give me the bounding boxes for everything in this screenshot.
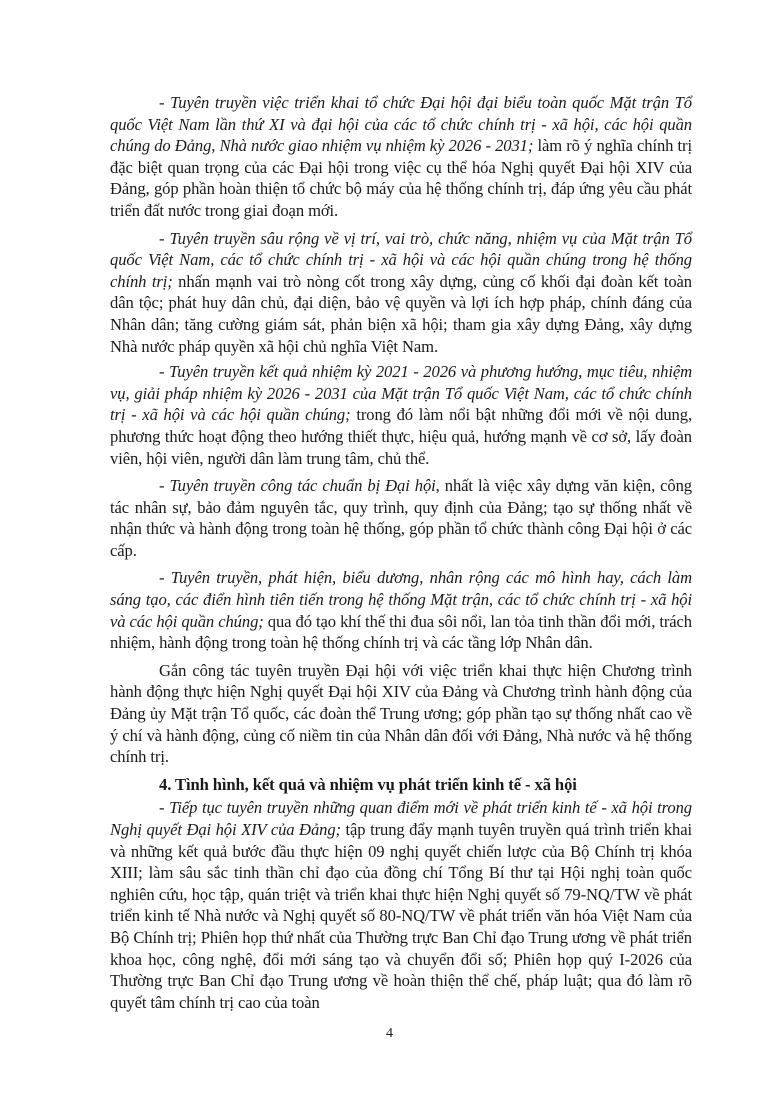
- page-number: 4: [386, 1026, 393, 1041]
- paragraph-congress-preparation: [110, 475, 692, 561]
- paragraph-lead-italic: - Tuyên truyền công tác chuẩn bị Đại hội,: [159, 476, 440, 496]
- paragraph-lead-italic: - Tuyên truyền, phát hiện, biểu dương, nhân rộng các mô hình hay, cách làm sáng tạo, các điển hình tiên tiến trong hệ thống Mặt trận, các tổ chức chính trị - xã hội và các hội quần chúng;: [110, 568, 692, 631]
- paragraph-text: qua đó tạo khí thế thi đua sôi nổi, lan tỏa tinh thần đổi mới, trách nhiệm, hành động trong toàn hệ thống chính trị và các tầng lớp Nhân dân.: [110, 611, 692, 653]
- paragraph-lead-italic: - Tuyên truyền sâu rộng về vị trí, vai trò, chức năng, nhiệm vụ của Mặt trận Tổ quốc Việt Nam, các tổ chức chính trị - xã hội và các hội quần chúng trong hệ thống chính trị;: [110, 228, 692, 291]
- paragraph-model-examples: [110, 567, 692, 653]
- paragraph-text: làm rõ ý nghĩa chính trị đặc biệt quan trọng của các Đại hội trong việc cụ thể hóa Nghị quyết Đại hội XIV của Đảng, góp phần hoàn thiện tổ chức bộ máy của hệ thống chính trị, đáp ứng yêu cầu phát triển đất nước trong giai đoạn mới.: [110, 136, 692, 220]
- paragraph-action-program: [110, 660, 692, 768]
- paragraph-text: nhất là việc xây dựng văn kiện, công tác nhân sự, bảo đảm nguyên tắc, quy trình, quy định của Đảng; tạo sự thống nhất về nhận thức và hành động trong toàn hệ thống, góp phần tổ chức thành công Đại hội ở các cấp.: [110, 476, 692, 560]
- paragraph-term-results: [110, 361, 692, 469]
- paragraph-text: nhấn mạnh vai trò nòng cốt trong xây dựng, củng cố khối đại đoàn kết toàn dân tộc; phát huy dân chủ, đại diện, bảo vệ quyền và lợi ích hợp pháp, chính đáng của Nhân dân; tăng cường giám sát, phản biện xã hội; tham gia xây dựng Đảng, xây dựng Nhà nước pháp quyền xã hội chủ nghĩa Việt Nam.: [110, 271, 692, 356]
- section-heading: 4. Tình hình, kết quả và nhiệm vụ phát triển kinh tế - xã hội: [159, 774, 577, 794]
- paragraph-lead-italic: - Tiếp tục tuyên truyền những quan điểm mới về phát triển kinh tế - xã hội trong Nghị quyết Đại hội XIV của Đảng;: [110, 798, 692, 839]
- paragraph-front-role: [110, 228, 692, 358]
- paragraph-lead-italic: - Tuyên truyền việc triển khai tổ chức Đại hội đại biểu toàn quốc Mặt trận Tổ quốc Việt Nam lần thứ XI và đại hội của các tổ chức chính trị - xã hội, các hội quần chúng do Đảng, Nhà nước giao nhiệm vụ nhiệm kỳ 2026 - 2031;: [110, 93, 692, 156]
- document-body: [110, 92, 692, 1019]
- paragraph-socioeconomic: [110, 797, 692, 1013]
- paragraph-text: trong đó làm nổi bật những đổi mới về nội dung, phương thức hoạt động theo hướng thiết thực, hiệu quả, hướng mạnh về cơ sở, lấy đoàn viên, hội viên, người dân làm trung tâm, chủ thể.: [110, 405, 692, 468]
- paragraph-lead-italic: - Tuyên truyền kết quả nhiệm kỳ 2021 - 2026 và phương hướng, mục tiêu, nhiệm vụ, giải pháp nhiệm kỳ 2026 - 2031 của Mặt trận Tổ quốc Việt Nam, các tổ chức chính trị - xã hội và các hội quần chúng;: [110, 362, 692, 425]
- paragraph-text: tập trung đẩy mạnh tuyên truyền quá trình triển khai và những kết quả bước đầu thực hiện 09 nghị quyết chiến lược của Bộ Chính trị khóa XIII; làm sâu sắc tinh thần chỉ đạo của đồng chí Tổng Bí thư tại Hội nghị toàn quốc nghiên cứu, học tập, quán triệt và triển khai thực hiện Nghị quyết số 79-NQ/TW về phát triển kinh tế Nhà nước và Nghị quyết số 80-NQ/TW về phát triển văn hóa Việt Nam của Bộ Chính trị; Phiên họp thứ nhất của Thường trực Ban Chỉ đạo Trung ương về phát triển khoa học, công nghệ, đổi mới sáng tạo và chuyển đổi số; Phiên họp quý I-2026 của Thường trực Ban Chỉ đạo Trung ương về hoàn thiện thể chế, pháp luật; qua đó làm rõ quyết tâm chính trị cao của toàn: [110, 820, 692, 1012]
- paragraph-text: Gắn công tác tuyên truyền Đại hội với việc triển khai thực hiện Chương trình hành động thực hiện Nghị quyết Đại hội XIV của Đảng và Chương trình hành động của Đảng ủy Mặt trận Tổ quốc, các đoàn thể Trung ương; góp phần tạo sự thống nhất cao về ý chí và hành động, củng cố niềm tin của Nhân dân đối với Đảng, Nhà nước và hệ thống chính trị.: [110, 660, 692, 767]
- paragraph-congress-organization: [110, 92, 692, 222]
